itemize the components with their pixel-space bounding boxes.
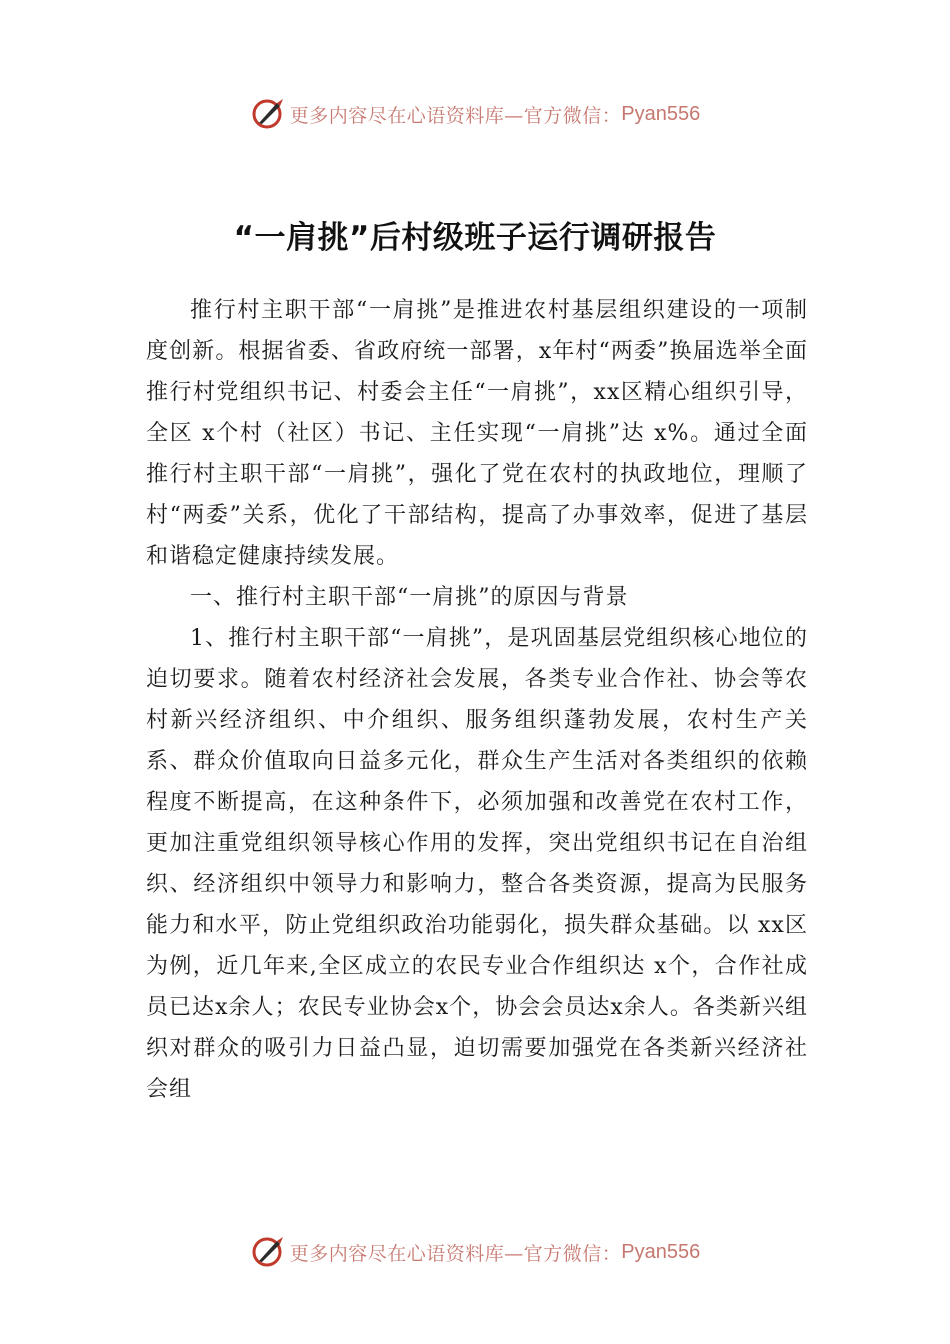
body-paragraph: 1、推行村主职干部“一肩挑”，是巩固基层党组织核心地位的迫切要求。随着农村经济社会发展，各类专业合作社、协会等农村新兴经济组织、中介组织、服务组织蓬勃发展，农村生产关系、群众价值取向日益多元化，群众生产生活对各类组织的依赖程度不断提高，在这种条件下，必须加强和改善党在农村工作，更加注重党组织领导核心作用的发挥，突出党组织书记在自治组织、经济组织中领导力和影响力，整合各类资源，提高为民服务能力和水平，防止党组织政治功能弱化，损失群众基础。以 xx区为例，近几年来,全区成立的农民专业合作组织达 x个，合作社成员已达x余人；农民专业协会x个，协会会员达x余人。各类新兴组织对群众的吸引力日益凸显，迫切需要加强党在各类新兴经济社会组: [146, 626, 808, 1102]
section-heading: 一、推行村主职干部“一肩挑”的原因与背景: [190, 585, 629, 610]
intro-paragraph: 推行村主职干部“一肩挑”是推进农村基层组织建设的一项制度创新。根据省委、省政府统一部署，x年村“两委”换届选举全面推行村党组织书记、村委会主任“一肩挑”，xx区精心组织引导，全区 x个村（社区）书记、主任实现“一肩挑”达 x%。通过全面推行村主职干部“一肩挑”，强化了党在农村的执政地位，理顺了村“两委”关系，优化了干部结构，提高了办事效率，促进了基层和谐稳定健康持续发展。: [146, 298, 808, 569]
banner-text: 更多内容尽在心语资料库—官方微信：: [289, 104, 622, 127]
banner-wechat-id: Pyan556: [621, 102, 701, 125]
document-title: “一肩挑”后村级班子运行调研报告: [233, 220, 717, 256]
document-body: [146, 290, 808, 1110]
banner-wechat-id: Pyan556: [621, 1240, 701, 1263]
quill-seal-logo-icon: [250, 1234, 286, 1270]
quill-seal-logo-icon: [250, 96, 286, 132]
header-watermark-banner: [0, 94, 950, 134]
footer-watermark-banner: [0, 1232, 950, 1272]
banner-text: 更多内容尽在心语资料库—官方微信：: [289, 1242, 622, 1265]
